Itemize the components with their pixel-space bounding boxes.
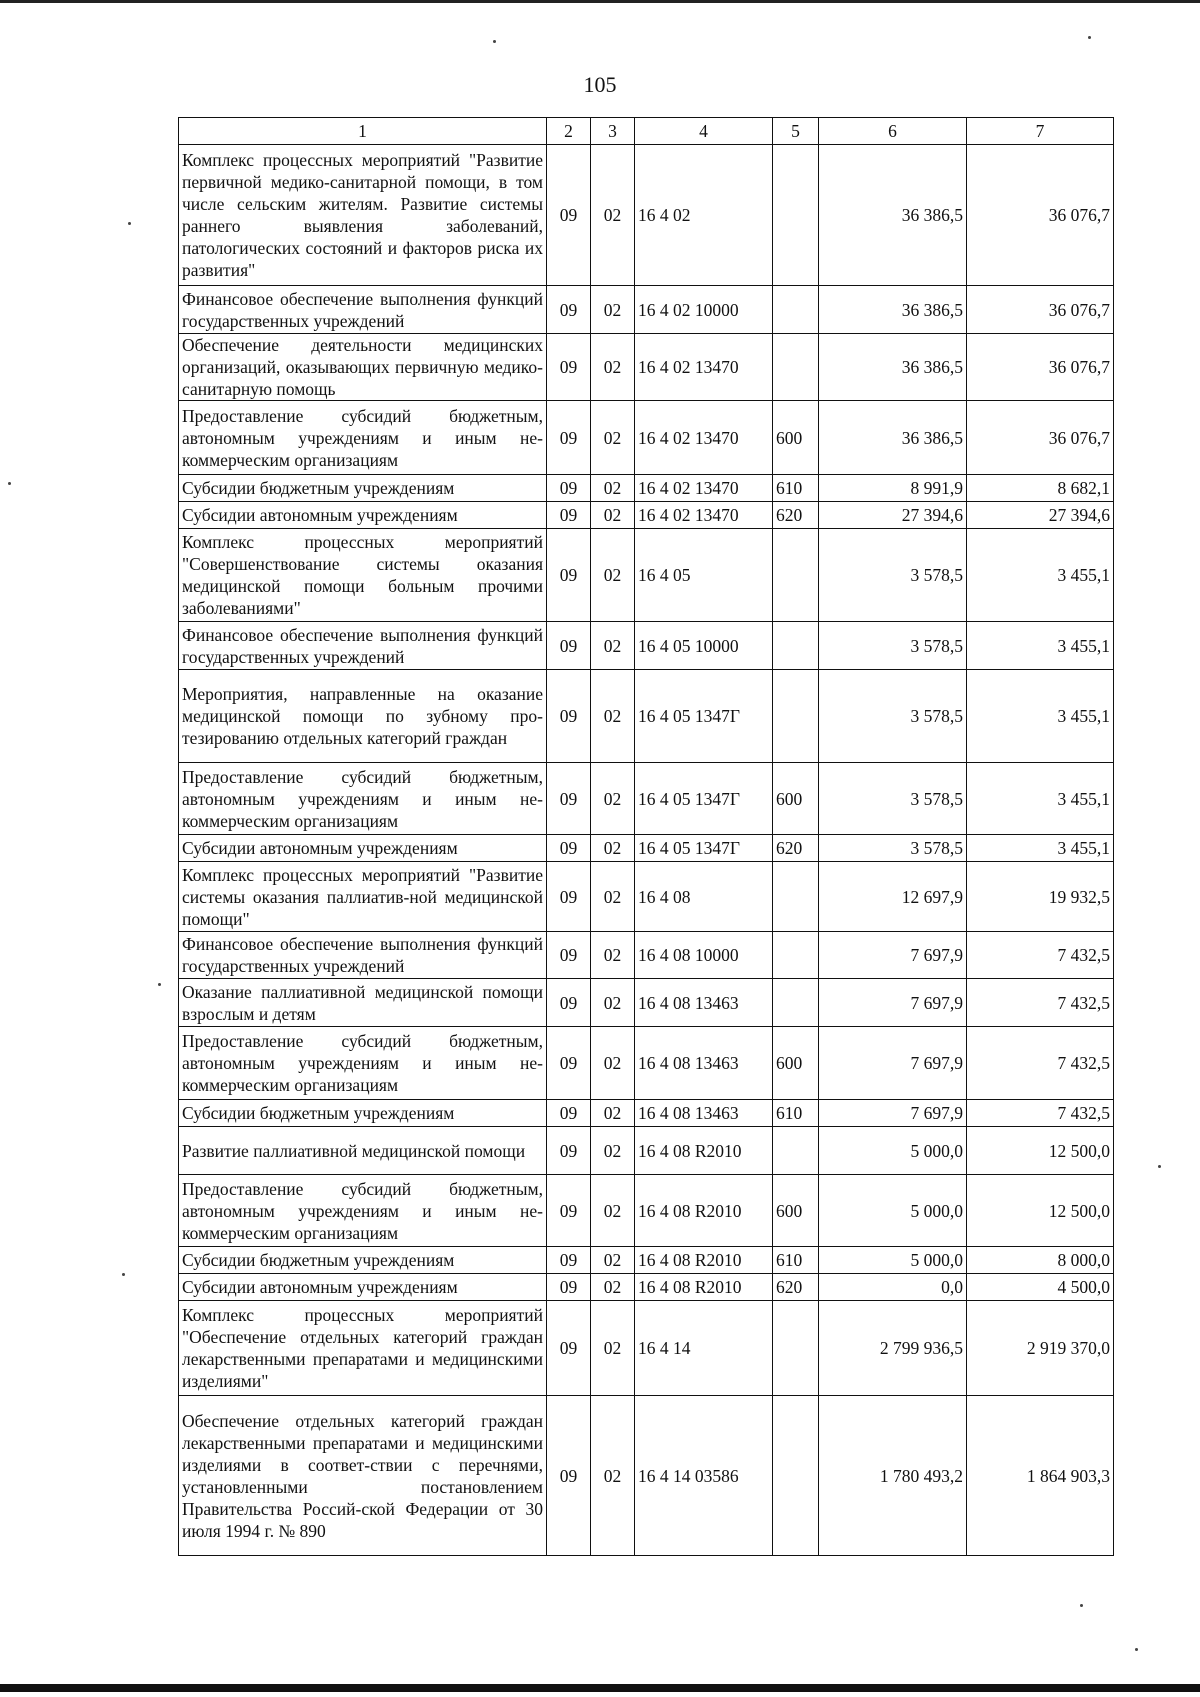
row-name-cell: Предоставление субсидий бюджетным, автономным учреждениям и иным не-коммерческим организациям (179, 401, 547, 475)
section-code-cell: 09 (547, 1274, 591, 1301)
expense-type-cell (773, 1396, 819, 1556)
section-code-cell: 09 (547, 622, 591, 670)
amount-year2-cell: 3 455,1 (967, 835, 1114, 862)
section-code-cell: 09 (547, 502, 591, 529)
amount-year2-cell: 7 432,5 (967, 1100, 1114, 1127)
section-code-cell: 09 (547, 862, 591, 932)
row-name-cell: Комплекс процессных мероприятий "Обеспечение отдельных категорий граждан лекарственными препаратами и медицинскими изделиями" (179, 1301, 547, 1396)
section-code-cell: 09 (547, 763, 591, 835)
section-code-cell: 09 (547, 979, 591, 1027)
scan-speck (8, 482, 11, 485)
subsection-code-cell: 02 (591, 286, 635, 334)
scan-speck (493, 40, 496, 43)
table-row (179, 1247, 1114, 1274)
table-row (179, 145, 1114, 286)
table-row (179, 1127, 1114, 1175)
target-article-cell: 16 4 14 03586 (635, 1396, 773, 1556)
target-article-cell: 16 4 02 10000 (635, 286, 773, 334)
target-article-cell: 16 4 08 R2010 (635, 1175, 773, 1247)
subsection-code-cell: 02 (591, 979, 635, 1027)
row-name-cell: Финансовое обеспечение выполнения функций государственных учреждений (179, 932, 547, 979)
expense-type-cell (773, 145, 819, 286)
amount-year1-cell: 36 386,5 (819, 401, 967, 475)
row-name-cell: Предоставление субсидий бюджетным, автономным учреждениям и иным не-коммерческим организациям (179, 1027, 547, 1100)
table-row (179, 1027, 1114, 1100)
row-name-cell: Субсидии автономным учреждениям (179, 835, 547, 862)
amount-year1-cell: 36 386,5 (819, 334, 967, 401)
row-name-cell: Обеспечение деятельности медицинских организаций, оказывающих первичную медико-санитарную помощь (179, 334, 547, 401)
amount-year2-cell: 2 919 370,0 (967, 1301, 1114, 1396)
expense-type-cell (773, 1127, 819, 1175)
amount-year1-cell: 1 780 493,2 (819, 1396, 967, 1556)
section-code-cell: 09 (547, 401, 591, 475)
target-article-cell: 16 4 08 R2010 (635, 1127, 773, 1175)
table-header-row (179, 118, 1114, 145)
subsection-code-cell: 02 (591, 1127, 635, 1175)
amount-year2-cell: 8 000,0 (967, 1247, 1114, 1274)
expense-type-cell: 600 (773, 1027, 819, 1100)
target-article-cell: 16 4 02 13470 (635, 401, 773, 475)
amount-year2-cell: 36 076,7 (967, 401, 1114, 475)
section-code-cell: 09 (547, 334, 591, 401)
amount-year2-cell: 3 455,1 (967, 670, 1114, 763)
subsection-code-cell: 02 (591, 1396, 635, 1556)
subsection-code-cell: 02 (591, 932, 635, 979)
target-article-cell: 16 4 02 (635, 145, 773, 286)
row-name-cell: Обеспечение отдельных категорий граждан лекарственными препаратами и медицинскими изделиями в соответ-ствии с перечнями, установленными постановлением Правительства Россий-ской Федерации от 30 июля 1994 г. № 890 (179, 1396, 547, 1556)
amount-year1-cell: 3 578,5 (819, 529, 967, 622)
target-article-cell: 16 4 05 (635, 529, 773, 622)
section-code-cell: 09 (547, 835, 591, 862)
amount-year2-cell: 4 500,0 (967, 1274, 1114, 1301)
row-name-cell: Субсидии автономным учреждениям (179, 502, 547, 529)
amount-year2-cell: 19 932,5 (967, 862, 1114, 932)
amount-year1-cell: 27 394,6 (819, 502, 967, 529)
subsection-code-cell: 02 (591, 1175, 635, 1247)
section-code-cell: 09 (547, 529, 591, 622)
row-name-cell: Мероприятия, направленные на оказание медицинской помощи по зубному про-тезированию отдельных категорий граждан (179, 670, 547, 763)
amount-year2-cell: 12 500,0 (967, 1175, 1114, 1247)
section-code-cell: 09 (547, 1175, 591, 1247)
scan-edge-bottom (0, 1684, 1200, 1692)
expense-type-cell: 610 (773, 475, 819, 502)
amount-year2-cell: 8 682,1 (967, 475, 1114, 502)
amount-year2-cell: 3 455,1 (967, 622, 1114, 670)
table-row (179, 1301, 1114, 1396)
expense-type-cell (773, 1301, 819, 1396)
amount-year1-cell: 5 000,0 (819, 1175, 967, 1247)
scan-speck (158, 983, 161, 986)
amount-year1-cell: 2 799 936,5 (819, 1301, 967, 1396)
amount-year1-cell: 3 578,5 (819, 622, 967, 670)
subsection-code-cell: 02 (591, 145, 635, 286)
amount-year2-cell: 3 455,1 (967, 763, 1114, 835)
table-row (179, 1396, 1114, 1556)
expense-type-cell (773, 334, 819, 401)
header-cell-2: 2 (547, 118, 591, 145)
amount-year2-cell: 7 432,5 (967, 932, 1114, 979)
scan-edge-top (0, 0, 1200, 3)
table-row (179, 979, 1114, 1027)
expense-type-cell (773, 286, 819, 334)
header-cell-3: 3 (591, 118, 635, 145)
row-name-cell: Субсидии автономным учреждениям (179, 1274, 547, 1301)
row-name-cell: Развитие паллиативной медицинской помощи (179, 1127, 547, 1175)
row-name-cell: Финансовое обеспечение выполнения функций государственных учреждений (179, 286, 547, 334)
subsection-code-cell: 02 (591, 1247, 635, 1274)
table-row (179, 932, 1114, 979)
subsection-code-cell: 02 (591, 502, 635, 529)
subsection-code-cell: 02 (591, 334, 635, 401)
target-article-cell: 16 4 08 R2010 (635, 1274, 773, 1301)
expense-type-cell: 600 (773, 763, 819, 835)
target-article-cell: 16 4 14 (635, 1301, 773, 1396)
target-article-cell: 16 4 05 10000 (635, 622, 773, 670)
row-name-cell: Комплекс процессных мероприятий "Развитие первичной медико-санитарной помощи, в том числе сельским жителям. Развитие системы раннего выявления заболеваний, патологических состояний и факторов риска их развития" (179, 145, 547, 286)
table-row (179, 401, 1114, 475)
page-number: 105 (583, 72, 617, 97)
amount-year1-cell: 36 386,5 (819, 286, 967, 334)
row-name-cell: Финансовое обеспечение выполнения функций государственных учреждений (179, 622, 547, 670)
table-row (179, 670, 1114, 763)
amount-year1-cell: 7 697,9 (819, 1027, 967, 1100)
row-name-cell: Комплекс процессных мероприятий "Развитие системы оказания паллиатив-ной медицинской помощи" (179, 862, 547, 932)
subsection-code-cell: 02 (591, 622, 635, 670)
subsection-code-cell: 02 (591, 1027, 635, 1100)
expense-type-cell (773, 622, 819, 670)
amount-year1-cell: 5 000,0 (819, 1127, 967, 1175)
target-article-cell: 16 4 02 13470 (635, 475, 773, 502)
table-row (179, 763, 1114, 835)
expense-type-cell (773, 670, 819, 763)
target-article-cell: 16 4 05 1347Г (635, 763, 773, 835)
scan-speck (1088, 36, 1091, 39)
target-article-cell: 16 4 05 1347Г (635, 670, 773, 763)
target-article-cell: 16 4 08 (635, 862, 773, 932)
section-code-cell: 09 (547, 286, 591, 334)
amount-year1-cell: 5 000,0 (819, 1247, 967, 1274)
table-row (179, 475, 1114, 502)
subsection-code-cell: 02 (591, 475, 635, 502)
target-article-cell: 16 4 05 1347Г (635, 835, 773, 862)
scan-speck (128, 222, 131, 225)
scan-speck (1158, 1165, 1161, 1168)
header-cell-4: 4 (635, 118, 773, 145)
section-code-cell: 09 (547, 932, 591, 979)
table-row (179, 1100, 1114, 1127)
amount-year1-cell: 36 386,5 (819, 145, 967, 286)
expense-type-cell: 620 (773, 835, 819, 862)
expense-type-cell (773, 932, 819, 979)
scan-speck (122, 1273, 125, 1276)
section-code-cell: 09 (547, 670, 591, 763)
section-code-cell: 09 (547, 1027, 591, 1100)
expense-type-cell: 600 (773, 1175, 819, 1247)
expense-type-cell (773, 862, 819, 932)
expense-type-cell: 620 (773, 502, 819, 529)
row-name-cell: Субсидии бюджетным учреждениям (179, 1247, 547, 1274)
subsection-code-cell: 02 (591, 670, 635, 763)
table-row (179, 835, 1114, 862)
subsection-code-cell: 02 (591, 529, 635, 622)
budget-table (178, 117, 1114, 1556)
subsection-code-cell: 02 (591, 763, 635, 835)
amount-year1-cell: 7 697,9 (819, 932, 967, 979)
header-cell-6: 6 (819, 118, 967, 145)
table-row (179, 1274, 1114, 1301)
section-code-cell: 09 (547, 1396, 591, 1556)
subsection-code-cell: 02 (591, 1301, 635, 1396)
row-name-cell: Комплекс процессных мероприятий "Совершенствование системы оказания медицинской помощи больным прочими заболеваниями" (179, 529, 547, 622)
amount-year1-cell: 8 991,9 (819, 475, 967, 502)
section-code-cell: 09 (547, 1301, 591, 1396)
amount-year1-cell: 3 578,5 (819, 835, 967, 862)
target-article-cell: 16 4 08 13463 (635, 979, 773, 1027)
amount-year1-cell: 7 697,9 (819, 1100, 967, 1127)
amount-year2-cell: 7 432,5 (967, 1027, 1114, 1100)
amount-year2-cell: 36 076,7 (967, 145, 1114, 286)
table-row (179, 502, 1114, 529)
amount-year2-cell: 1 864 903,3 (967, 1396, 1114, 1556)
row-name-cell: Оказание паллиативной медицинской помощи взрослым и детям (179, 979, 547, 1027)
header-cell-1: 1 (179, 118, 547, 145)
amount-year2-cell: 27 394,6 (967, 502, 1114, 529)
section-code-cell: 09 (547, 1247, 591, 1274)
amount-year1-cell: 3 578,5 (819, 763, 967, 835)
header-cell-5: 5 (773, 118, 819, 145)
scan-speck (1135, 1648, 1138, 1651)
header-cell-7: 7 (967, 118, 1114, 145)
row-name-cell: Предоставление субсидий бюджетным, автономным учреждениям и иным не-коммерческим организациям (179, 763, 547, 835)
subsection-code-cell: 02 (591, 862, 635, 932)
table-row (179, 286, 1114, 334)
table-row (179, 334, 1114, 401)
row-name-cell: Субсидии бюджетным учреждениям (179, 1100, 547, 1127)
expense-type-cell: 600 (773, 401, 819, 475)
amount-year1-cell: 3 578,5 (819, 670, 967, 763)
target-article-cell: 16 4 08 13463 (635, 1027, 773, 1100)
target-article-cell: 16 4 08 R2010 (635, 1247, 773, 1274)
section-code-cell: 09 (547, 1100, 591, 1127)
expense-type-cell: 620 (773, 1274, 819, 1301)
table-row (179, 622, 1114, 670)
row-name-cell: Субсидии бюджетным учреждениям (179, 475, 547, 502)
subsection-code-cell: 02 (591, 1274, 635, 1301)
target-article-cell: 16 4 02 13470 (635, 334, 773, 401)
expense-type-cell: 610 (773, 1100, 819, 1127)
subsection-code-cell: 02 (591, 401, 635, 475)
amount-year1-cell: 12 697,9 (819, 862, 967, 932)
target-article-cell: 16 4 02 13470 (635, 502, 773, 529)
section-code-cell: 09 (547, 1127, 591, 1175)
row-name-cell: Предоставление субсидий бюджетным, автономным учреждениям и иным не-коммерческим организациям (179, 1175, 547, 1247)
amount-year2-cell: 3 455,1 (967, 529, 1114, 622)
amount-year1-cell: 0,0 (819, 1274, 967, 1301)
amount-year1-cell: 7 697,9 (819, 979, 967, 1027)
table-row (179, 1175, 1114, 1247)
table-row (179, 862, 1114, 932)
amount-year2-cell: 12 500,0 (967, 1127, 1114, 1175)
subsection-code-cell: 02 (591, 835, 635, 862)
amount-year2-cell: 7 432,5 (967, 979, 1114, 1027)
table-row (179, 529, 1114, 622)
section-code-cell: 09 (547, 475, 591, 502)
target-article-cell: 16 4 08 10000 (635, 932, 773, 979)
expense-type-cell (773, 979, 819, 1027)
section-code-cell: 09 (547, 145, 591, 286)
scan-speck (1080, 1604, 1083, 1607)
subsection-code-cell: 02 (591, 1100, 635, 1127)
amount-year2-cell: 36 076,7 (967, 334, 1114, 401)
expense-type-cell: 610 (773, 1247, 819, 1274)
target-article-cell: 16 4 08 13463 (635, 1100, 773, 1127)
expense-type-cell (773, 529, 819, 622)
amount-year2-cell: 36 076,7 (967, 286, 1114, 334)
